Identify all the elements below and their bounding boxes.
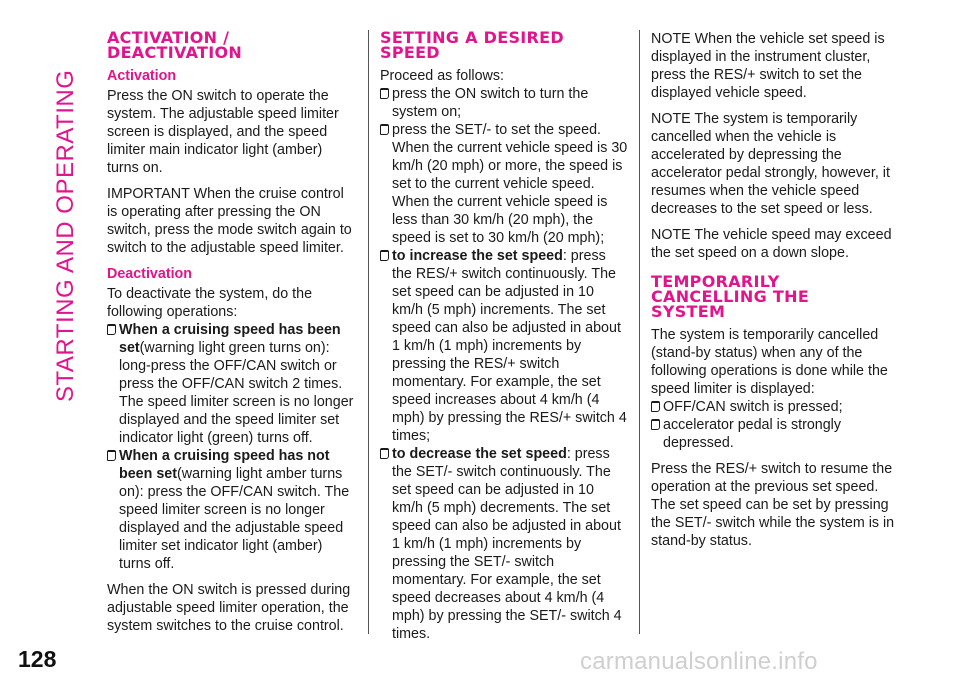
heading-activation-deactivation: ACTIVATION / DEACTIVATION bbox=[107, 28, 243, 62]
list-item: When a cruising speed has not been set(warning light amber turns on): press the OFF/CAN switch. The speed limiter screen is no longer displayed and the adjustable speed limiter set indicator light (amber) turns off. bbox=[107, 447, 355, 573]
column-1 bbox=[107, 30, 355, 643]
subheading-activation: Activation bbox=[107, 68, 177, 84]
list-item: press the SET/- to set the speed. When the current vehicle speed is 30 km/h (20 mph) or more, the speed is set to the current vehicle speed. When the current vehicle speed is less than 30 km/h (20 mph), the speed is set to 30 km/h (20 mph); bbox=[380, 121, 628, 247]
note-paragraph: NOTE The vehicle speed may exceed the set speed on a down slope. bbox=[651, 227, 892, 261]
column-2 bbox=[380, 30, 628, 643]
column-3 bbox=[651, 30, 901, 558]
note-paragraph: NOTE The system is temporarily cancelled when the vehicle is accelerated by depressing the accelerator pedal strongly, however, it resumes when the vehicle speed decreases to the set speed or less. bbox=[651, 111, 890, 217]
page-number: 128 bbox=[18, 646, 57, 672]
column-divider bbox=[639, 30, 640, 634]
paragraph: Proceed as follows: bbox=[380, 68, 504, 84]
section-side-title: STARTING AND OPERATING bbox=[52, 69, 79, 402]
paragraph: The system is temporarily cancelled (stand-by status) when any of the following operations is done while the speed limiter is displayed: bbox=[651, 327, 888, 397]
list-item: to increase the set speed: press the RES/+ switch continuously. The set speed can be adjusted in 10 km/h (5 mph) increments. The set speed can also be adjusted in about 1 km/h (1 mph) increments by pressing the RES/+ switch momentary. For example, the set speed increases about 4 km/h (4 mph) by pressing the RES/+ switch 4 times; bbox=[380, 247, 628, 445]
paragraph: Press the ON switch to operate the system. The adjustable speed limiter screen is displayed, and the speed limiter main indicator light (amber) turns on. bbox=[107, 88, 339, 176]
subheading-deactivation: Deactivation bbox=[107, 266, 193, 282]
watermark: carmanualsonline.info bbox=[580, 648, 818, 675]
heading-temporarily-cancelling: TEMPORARILY CANCELLING THE SYSTEM bbox=[651, 272, 810, 321]
paragraph: Press the RES/+ switch to resume the operation at the previous set speed. The set speed can be set by pressing the SET/- switch while the system is in stand-by status. bbox=[651, 461, 895, 549]
paragraph: To deactivate the system, do the following operations: bbox=[107, 286, 313, 320]
column-divider bbox=[368, 30, 369, 634]
list-item: press the ON switch to turn the system on; bbox=[380, 85, 628, 121]
heading-setting-speed: SETTING A DESIRED SPEED bbox=[380, 28, 564, 62]
list-item: accelerator pedal is strongly depressed. bbox=[651, 416, 901, 452]
list-item: When a cruising speed has been set(warning light green turns on): long-press the OFF/CAN switch or press the OFF/CAN switch 2 times. The speed limiter screen is no longer displayed and the speed limiter set indicator light (green) turns off. bbox=[107, 321, 355, 447]
note-paragraph: NOTE When the vehicle set speed is displayed in the instrument cluster, press the RES/+ switch to set the displayed vehicle speed. bbox=[651, 31, 885, 101]
list-item: OFF/CAN switch is pressed; bbox=[651, 398, 901, 416]
paragraph: When the ON switch is pressed during adjustable speed limiter operation, the system switches to the cruise control. bbox=[107, 582, 351, 634]
important-paragraph: IMPORTANT When the cruise control is operating after pressing the ON switch, press the mode switch again to switch to the adjustable speed limiter. bbox=[107, 186, 352, 256]
list-item: to decrease the set speed: press the SET/- switch continuously. The set speed can be adjusted in 10 km/h (5 mph) decrements. The set speed can also be adjusted in about 1 km/h (1 mph) increments by pressing the SET/- switch momentary. For example, the set speed decreases about 4 km/h (4 mph) by pressing the SET/- switch 4 times. bbox=[380, 445, 628, 643]
